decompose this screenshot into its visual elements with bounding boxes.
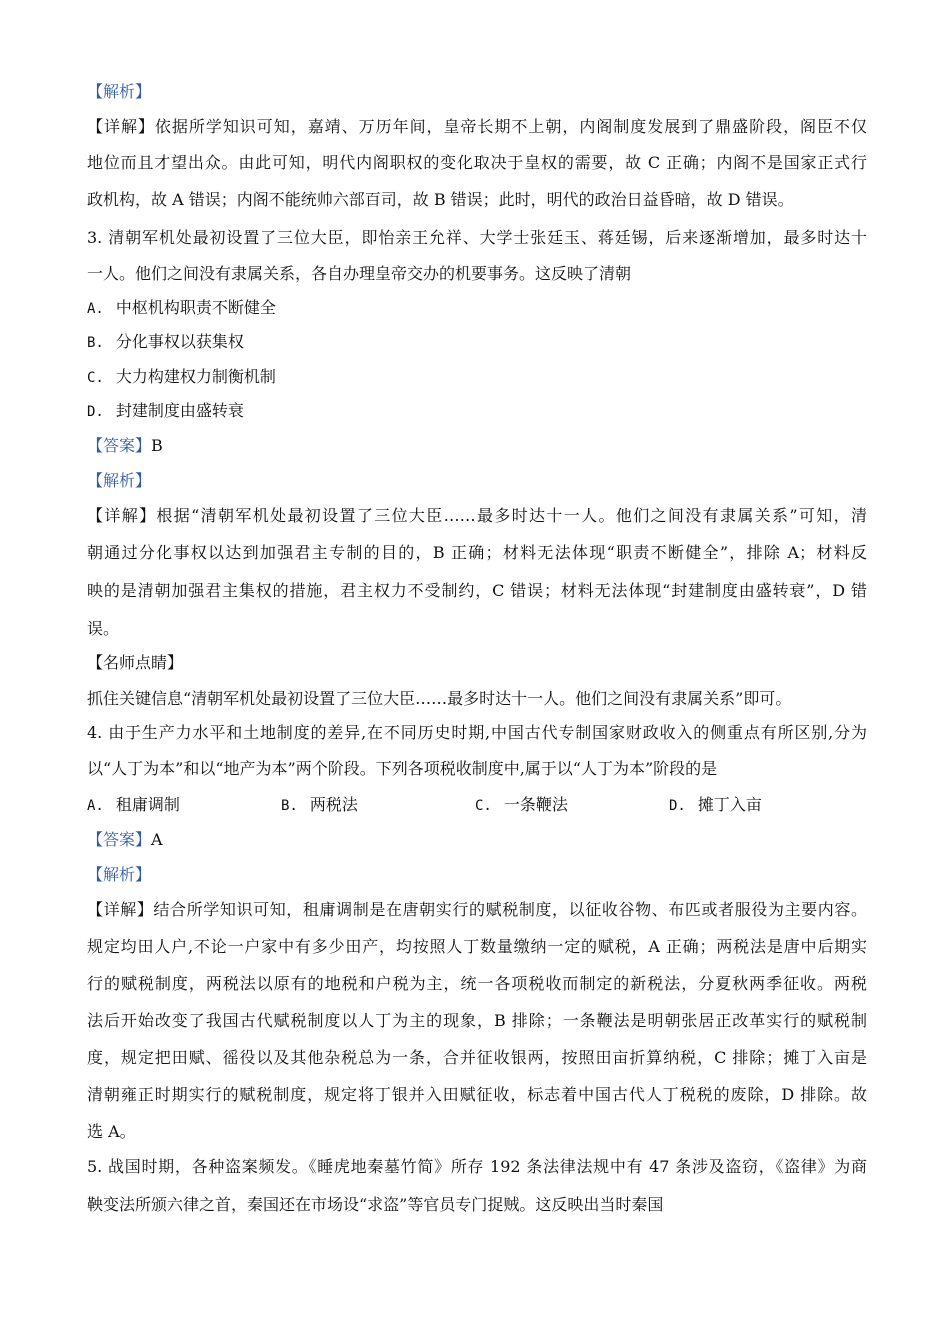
detail-line: 法后开始改变了我国古代赋税制度以人丁为主的现象，B 排除；一条鞭法是明朝张居正改革实行的赋税制 xyxy=(87,1011,867,1030)
analysis-label: 【解析】 xyxy=(87,865,152,884)
option-d xyxy=(87,401,244,422)
option-text: 大力构建权力制衡机制 xyxy=(115,367,276,386)
option-b xyxy=(281,795,358,816)
detail-line: 映的是清朝加强君主集权的措施，君主权力不受制约，C 错误；材料无法体现“封建制度由盛转衰”，D 错 xyxy=(87,581,867,600)
option-text: 中枢机构职责不断健全 xyxy=(115,298,276,317)
question-4-stem: 以“人丁为本”和以“地产为本”两个阶段。下列各项税收制度中,属于以“人丁为本”阶段的是 xyxy=(87,759,718,778)
detail-line: 【详解】根据“清朝军机处最初设置了三位大臣……最多时达十一人。他们之间没有隶属关系”可知，清 xyxy=(87,506,867,525)
option-letter: C. xyxy=(475,798,492,814)
analysis-label: 【解析】 xyxy=(87,82,152,101)
option-c xyxy=(87,367,276,388)
option-c xyxy=(475,795,568,816)
option-text: 租庸调制 xyxy=(115,795,180,814)
answer-value: A xyxy=(151,830,163,849)
tip-text: 抓住关键信息“清朝军机处最初设置了三位大臣……最多时达十一人。他们之间没有隶属关系”即可。 xyxy=(87,689,792,708)
detail-line: 朝通过分化事权以达到加强君主专制的目的，B 正确；材料无法体现“职责不断健全”，排除 A；材料反 xyxy=(87,543,867,562)
answer-value: B xyxy=(151,436,163,455)
option-letter: A. xyxy=(87,798,104,814)
option-letter: A. xyxy=(87,301,104,317)
option-letter: D. xyxy=(87,404,104,420)
question-5-stem: 鞅变法所颁六律之首，秦国还在市场设“求盗”等官员专门捉贼。这反映出当时秦国 xyxy=(87,1195,664,1214)
option-d xyxy=(669,795,762,816)
detail-line: 误。 xyxy=(87,619,120,638)
tip-label: 【名师点睛】 xyxy=(87,653,184,672)
analysis-label: 【解析】 xyxy=(87,471,152,490)
question-3-stem: 3. 清朝军机处最初设置了三位大臣，即怡亲王允祥、大学士张廷玉、蒋廷锡，后来逐渐增加，最多时达十 xyxy=(87,228,867,247)
option-letter: D. xyxy=(669,798,686,814)
option-letter: C. xyxy=(87,370,104,386)
option-text: 两税法 xyxy=(309,795,358,814)
detail-line: 行的赋税制度，两税法以原有的地税和户税为主，统一各项税收而制定的新税法，分夏秋两季征收。两税 xyxy=(87,974,867,993)
option-text: 封建制度由盛转衰 xyxy=(115,401,244,420)
option-text: 摊丁入亩 xyxy=(697,795,762,814)
detail-line: 度，规定把田赋、徭役以及其他杂税总为一条，合并征收银两，按照田亩折算纳税，C 排除；摊丁入亩是 xyxy=(87,1048,867,1067)
detail-line: 政机构，故 A 错误；内阁不能统帅六部百司，故 B 错误；此时，明代的政治日益昏暗，故 D 错误。 xyxy=(87,190,794,209)
option-a xyxy=(87,795,180,816)
answer-row xyxy=(87,830,867,850)
answer-row xyxy=(87,436,867,456)
answer-label: 【答案】 xyxy=(87,830,152,849)
detail-line: 选 A。 xyxy=(87,1122,136,1141)
detail-line: 清朝雍正时期实行的赋税制度，规定将丁银并入田赋征收，标志着中国古代人丁税税的废除，D 排除。故 xyxy=(87,1085,867,1104)
detail-line: 【详解】结合所学知识可知，租庸调制是在唐朝实行的赋税制度，以征收谷物、布匹或者服役为主要内容。 xyxy=(87,900,867,919)
option-b xyxy=(87,332,244,353)
question-4-stem: 4. 由于生产力水平和土地制度的差异,在不同历史时期,中国古代专制国家财政收入的侧重点有所区别,分为 xyxy=(87,723,867,742)
detail-line: 规定均田人户,不论一户家中有多少田产，均按照人丁数量缴纳一定的赋税，A 正确；两税法是唐中后期实 xyxy=(87,937,867,956)
option-text: 分化事权以获集权 xyxy=(115,332,244,351)
option-a xyxy=(87,298,276,319)
detail-line: 地位而且才望出众。由此可知，明代内阁职权的变化取决于皇权的需要，故 C 正确；内阁不是国家正式行 xyxy=(87,153,867,172)
question-3-stem: 一人。他们之间没有隶属关系，各自办理皇帝交办的机要事务。这反映了清朝 xyxy=(87,264,632,283)
option-letter: B. xyxy=(281,798,298,814)
question-5-stem: 5. 战国时期，各种盗案频发。《睡虎地秦墓竹简》所存 192 条法律法规中有 47 条涉及盗窃，《盗律》为商 xyxy=(87,1157,867,1176)
option-text: 一条鞭法 xyxy=(503,795,568,814)
detail-line: 【详解】依据所学知识可知，嘉靖、万历年间，皇帝长期不上朝，内阁制度发展到了鼎盛阶段，阁臣不仅 xyxy=(87,117,867,136)
answer-label: 【答案】 xyxy=(87,436,152,455)
option-letter: B. xyxy=(87,335,104,351)
